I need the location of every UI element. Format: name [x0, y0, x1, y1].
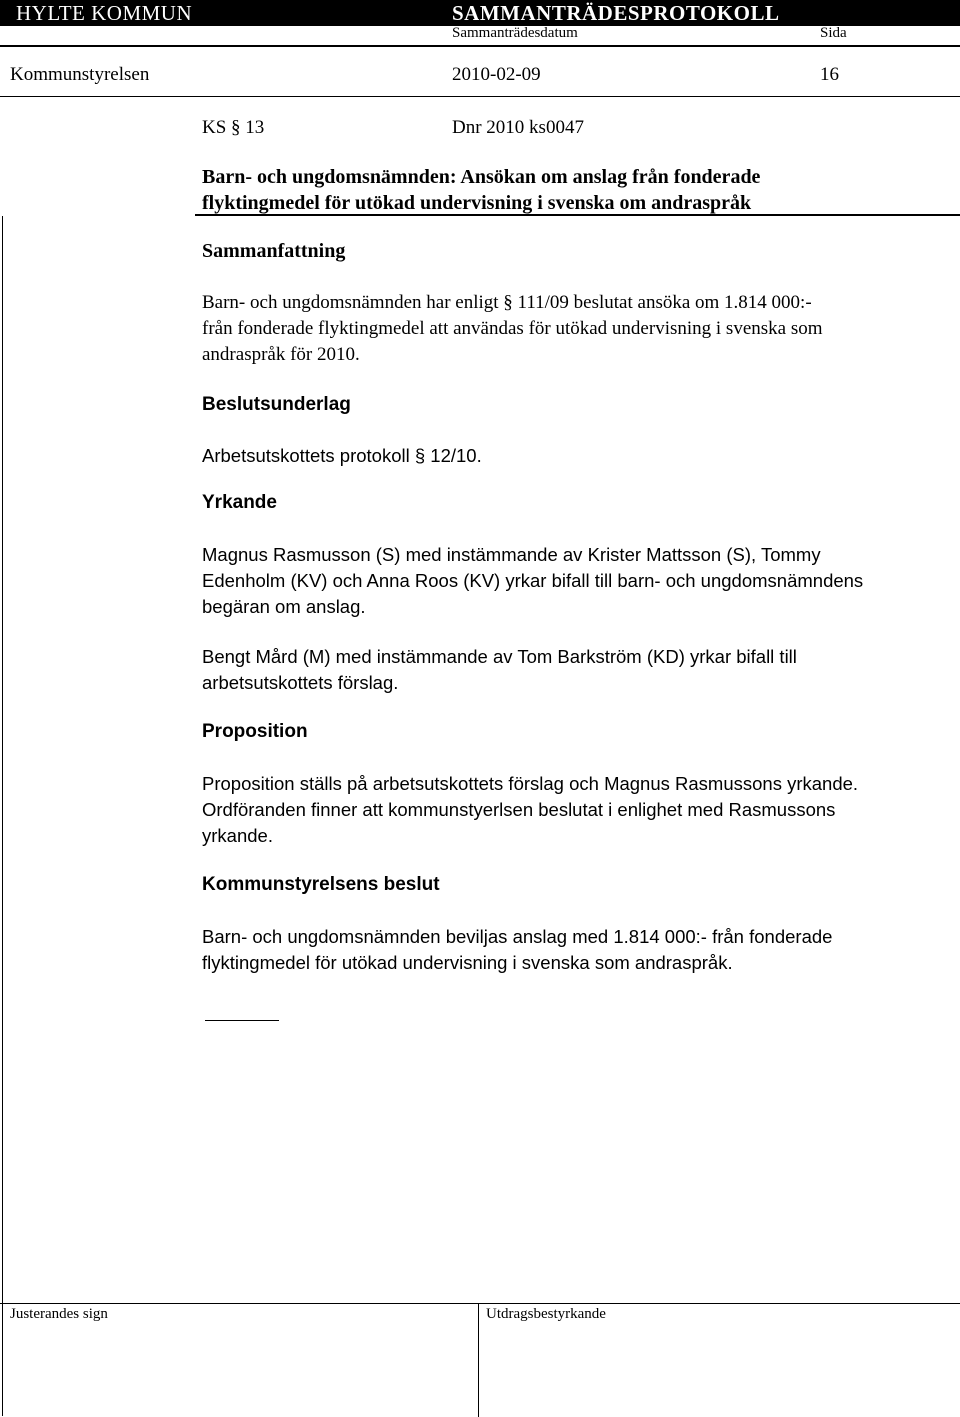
document-type: SAMMANTRÄDESPROTOKOLL	[452, 1, 780, 25]
case-title	[202, 164, 942, 216]
motion-line: Magnus Rasmusson (S) med instämmande av Krister Mattsson (S), Tommy	[202, 544, 821, 565]
decision-heading: Kommunstyrelsens beslut	[202, 874, 440, 895]
proposition-line: yrkande.	[202, 825, 273, 846]
motion-line: arbetsutskottets förslag.	[202, 672, 399, 693]
adjuster-sign-label: Justerandes sign	[10, 1306, 108, 1322]
motion-paragraph-1	[202, 542, 952, 620]
header-rule	[0, 45, 960, 47]
proposition-text	[202, 771, 952, 849]
meta-rule	[0, 96, 960, 97]
case-title-line: flyktingmedel för utökad undervisning i svenska om andraspråk	[202, 192, 752, 214]
proposition-line: Proposition ställs på arbetsutskottets förslag och Magnus Rasmussons yrkande.	[202, 773, 859, 794]
meeting-date: 2010-02-09	[452, 64, 541, 85]
motions-heading: Yrkande	[202, 492, 277, 513]
case-title-line: Barn- och ungdomsnämnden: Ansökan om anslag från fonderade	[202, 166, 761, 188]
decision-text	[202, 924, 952, 976]
motion-line: begäran om anslag.	[202, 596, 366, 617]
title-rule	[195, 214, 960, 216]
motion-line: Bengt Mård (M) med instämmande av Tom Barkström (KD) yrkar bifall till	[202, 646, 797, 667]
meeting-body: Kommunstyrelsen	[10, 64, 150, 85]
proposition-line: Ordföranden finner att kommunstyerlsen beslutat i enlighet med Rasmussons	[202, 799, 836, 820]
diary-number: Dnr 2010 ks0047	[452, 117, 584, 138]
summary-line: andraspråk för 2010.	[202, 344, 360, 365]
footer-rule	[0, 1303, 960, 1304]
summary-line: Barn- och ungdomsnämnden har enligt § 111/09 beslutat ansöka om 1.814 000:-	[202, 292, 812, 313]
meeting-date-label: Sammanträdesdatum	[452, 25, 578, 41]
basis-text: Arbetsutskottets protokoll § 12/10.	[202, 445, 482, 466]
left-margin-line	[2, 216, 3, 1416]
motion-paragraph-2	[202, 644, 952, 696]
decision-line: Barn- och ungdomsnämnden beviljas anslag med 1.814 000:- från fonderade	[202, 926, 833, 947]
decision-line: flyktingmedel för utökad undervisning i svenska som andraspråk.	[202, 952, 733, 973]
proposition-heading: Proposition	[202, 721, 308, 742]
page-number: 16	[820, 64, 839, 85]
page-label: Sida	[820, 25, 847, 41]
basis-heading: Beslutsunderlag	[202, 394, 351, 415]
motion-line: Edenholm (KV) och Anna Roos (KV) yrkar bifall till barn- och ungdomsnämndens	[202, 570, 864, 591]
summary-line: från fonderade flyktingmedel att användas för utökad undervisning i svenska som	[202, 318, 823, 339]
summary-heading: Sammanfattning	[202, 240, 346, 262]
footer-divider	[478, 1304, 479, 1417]
case-number: KS § 13	[202, 117, 265, 138]
organization-name: HYLTE KOMMUN	[16, 1, 193, 25]
summary-text	[202, 290, 952, 368]
end-rule	[205, 1020, 279, 1021]
extract-certification-label: Utdragsbestyrkande	[486, 1306, 606, 1322]
